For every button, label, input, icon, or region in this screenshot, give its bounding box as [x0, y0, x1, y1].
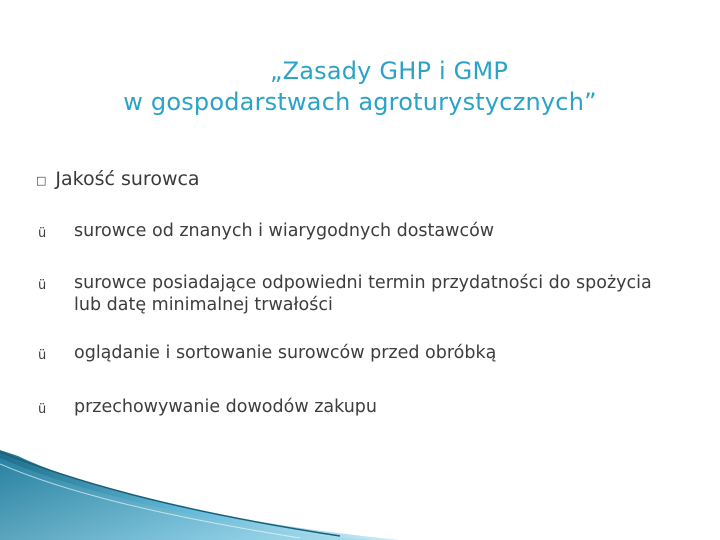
section-label: Jakość surowca: [55, 168, 200, 190]
list-item-text: surowce od znanych i wiarygodnych dostawców: [74, 221, 495, 241]
list-item-text: surowce posiadające odpowiedni termin przydatności do spożycia lub datę minimalnej trwałości: [74, 273, 652, 315]
slide-title: [0, 56, 720, 118]
list-item: [38, 342, 668, 367]
checkmark-icon: ü: [38, 348, 47, 363]
title-line-2: w gospodarstwach agroturystycznych”: [123, 88, 597, 116]
wave-highlight: [0, 458, 380, 540]
section-heading: [36, 168, 200, 190]
list-item: [38, 220, 668, 245]
square-bullet-icon: □: [36, 174, 47, 187]
list-item-text: oglądanie i sortowanie surowców przed obróbką: [74, 343, 497, 363]
list-item: [38, 272, 668, 316]
decorative-wave-corner: [0, 450, 400, 540]
title-line-1: „Zasady GHP i GMP: [269, 57, 509, 85]
list-item-text: przechowywanie dowodów zakupu: [74, 397, 377, 417]
checkmark-icon: ü: [38, 226, 47, 241]
list-item: [38, 396, 668, 421]
checkmark-icon: ü: [38, 278, 47, 293]
checkmark-icon: ü: [38, 402, 47, 417]
